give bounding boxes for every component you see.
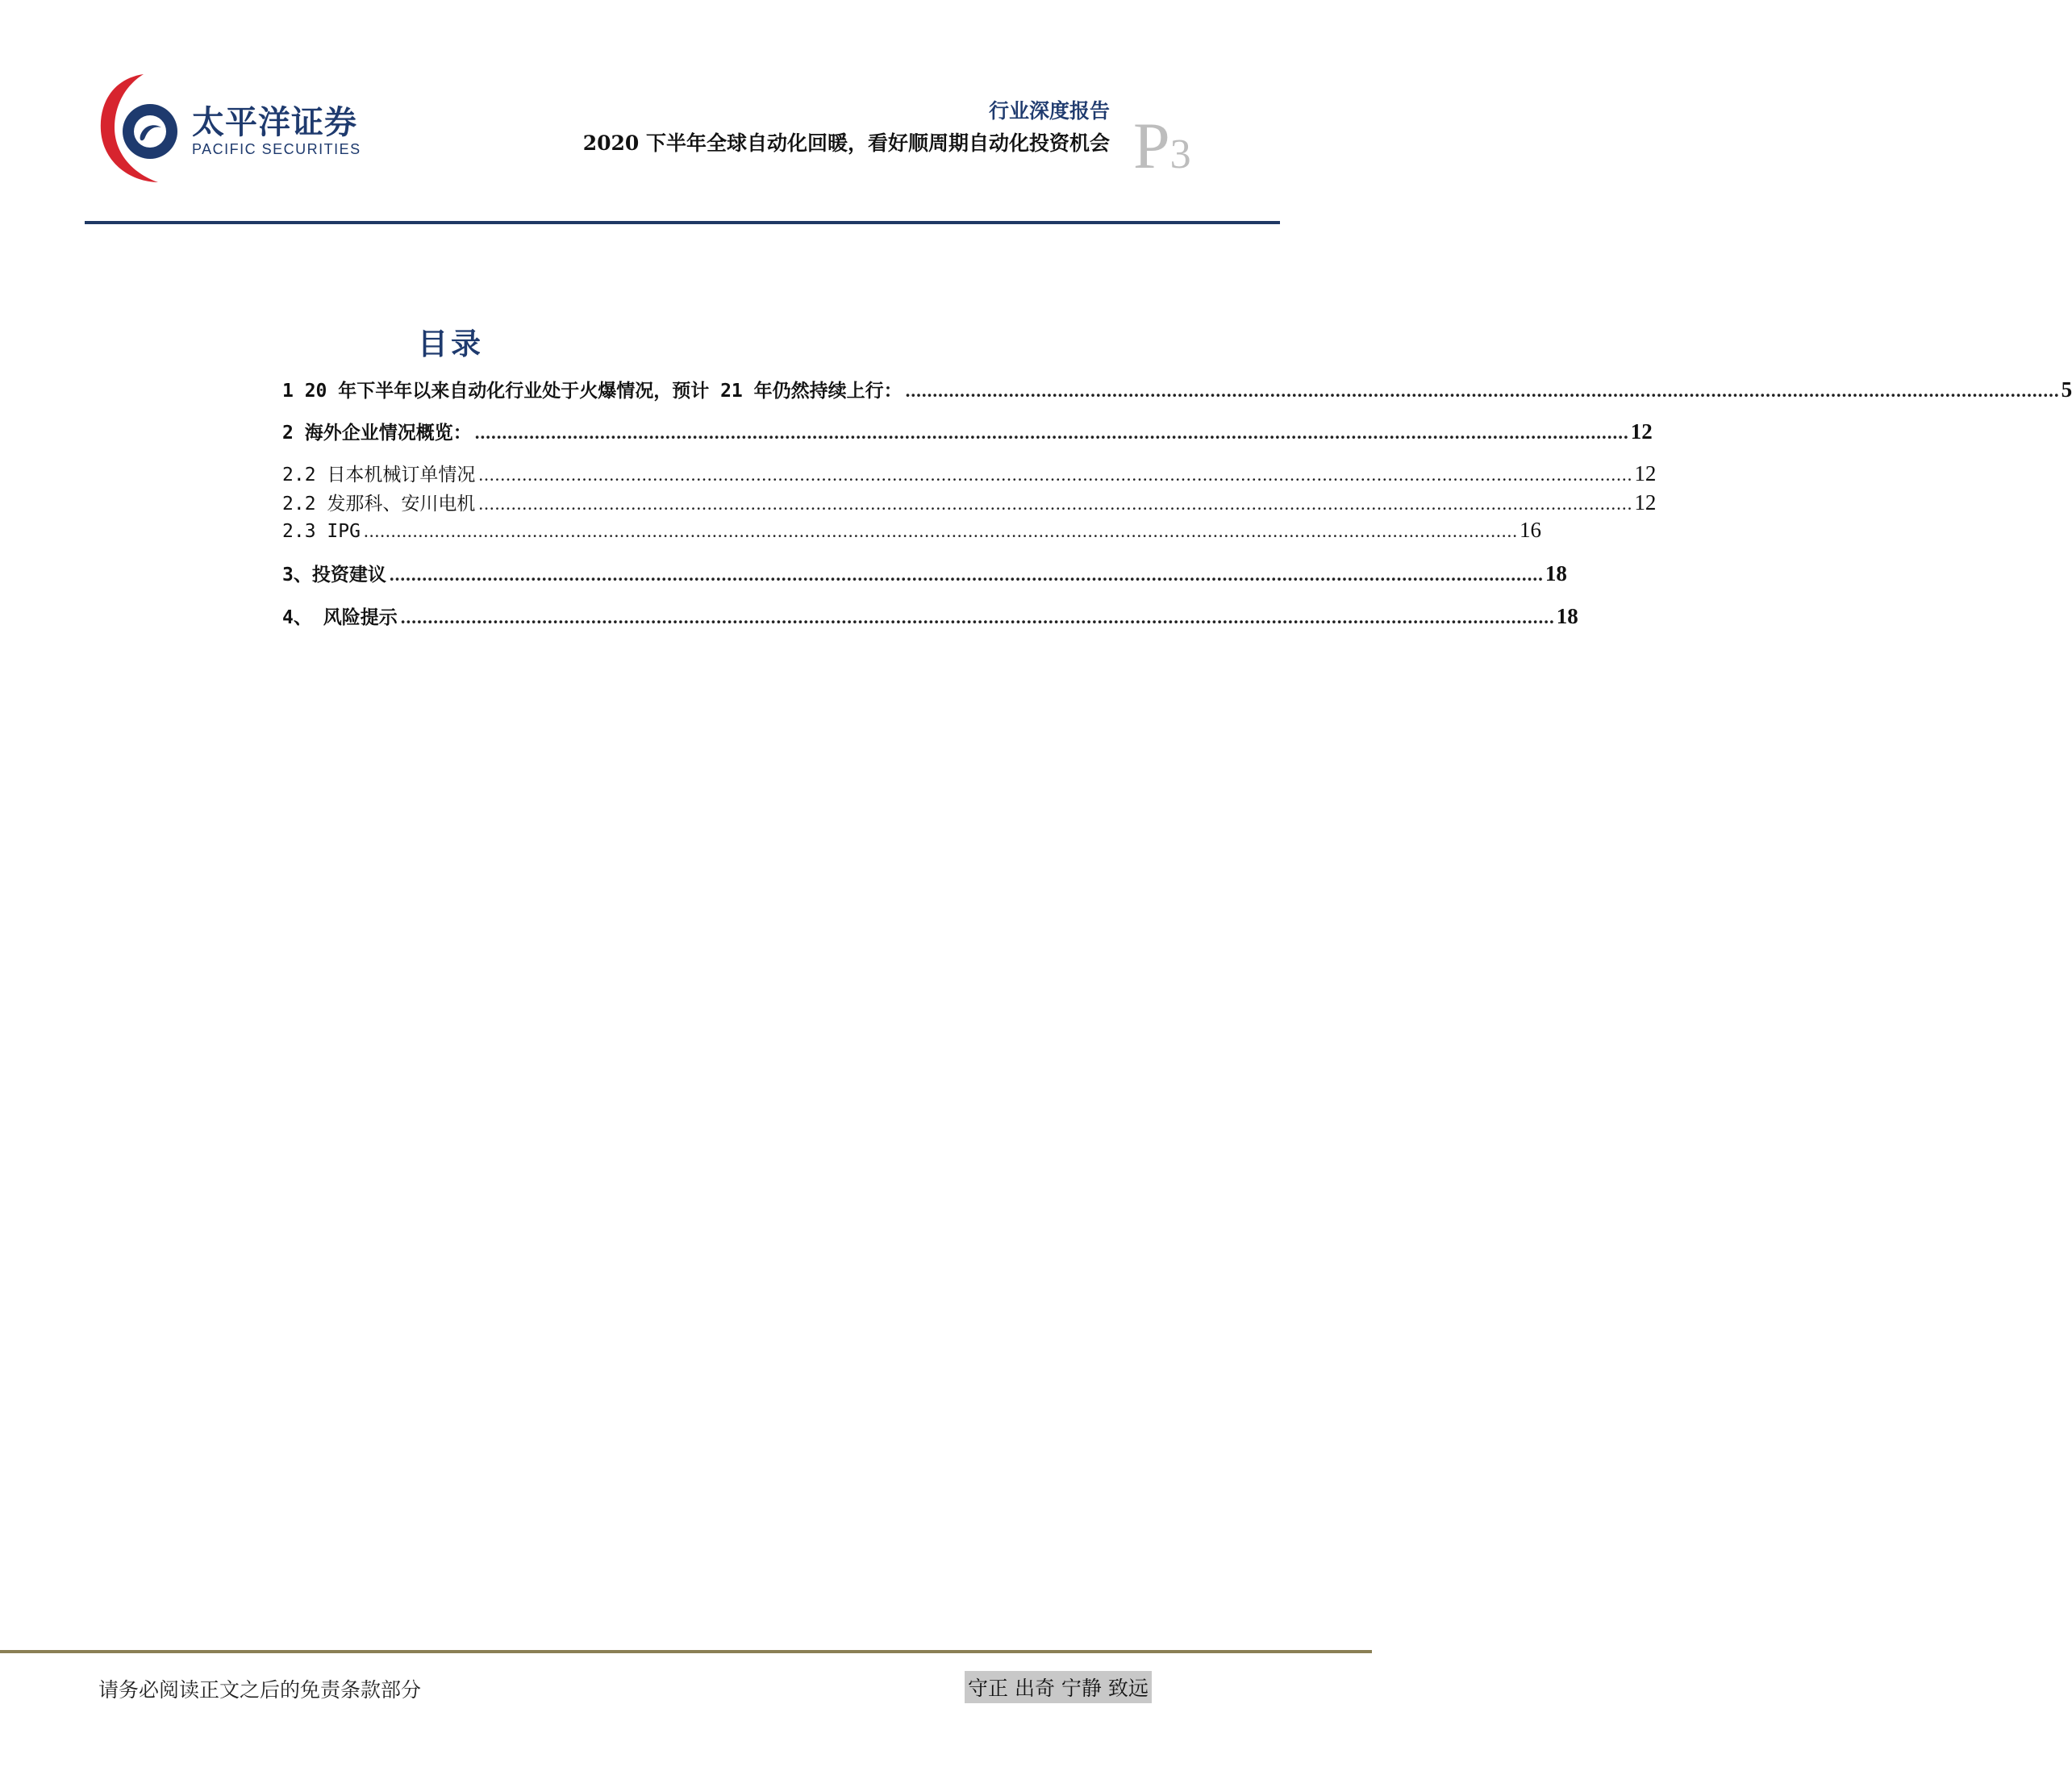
company-logo [95,73,361,185]
toc-entry-page: 12 [1630,419,1653,444]
toc-entry-page: 5 [2061,377,2072,402]
toc-entry-label: 2.3 IPG [282,521,361,542]
toc-title: 目录 [418,326,484,361]
toc-entry-label: 2.2 日本机械订单情况 [282,465,476,485]
toc-leader-dots: .................................................................................................................................................................................................................... [478,494,1633,514]
page-number-letter: P [1133,109,1170,182]
page-number-digit: 3 [1169,131,1191,177]
logo-emblem-icon [95,73,184,185]
header-divider [85,221,1280,224]
report-title: 2020 下半年全球自动化回暖，看好顺周期自动化投资机会 [582,131,1110,155]
page-number [1133,109,1191,182]
toc-entry[interactable] [282,376,2072,402]
toc-entry[interactable] [282,602,1578,629]
footer-divider [0,1650,1372,1653]
toc-entry-page: 18 [1556,604,1578,628]
toc-entry[interactable] [282,418,1653,444]
footer-motto: 守正 出奇 宁静 致远 [965,1671,1152,1703]
report-type: 行业深度报告 [988,99,1110,123]
toc-entry-page: 12 [1634,490,1657,515]
toc-leader-dots: .................................................................................................................................................................................................................... [400,607,1555,627]
toc-entry-label: 2 海外企业情况概览： [282,423,472,444]
toc-entry[interactable] [282,489,1657,515]
toc-leader-dots: .................................................................................................................................................................................................................... [389,565,1544,585]
toc-leader-dots: .................................................................................................................................................................................................................... [474,423,1629,443]
toc-entry-label: 2.2 发那科、安川电机 [282,494,476,515]
toc-entry-label: 1 20 年下半年以来自动化行业处于火爆情况，预计 21 年仍然持续上行： [282,381,903,402]
toc-entry-label: 4、 风险提示 [282,607,398,628]
toc-entry-page: 12 [1634,461,1657,485]
toc-entry[interactable] [282,560,1567,586]
toc-leader-dots: .................................................................................................................................................................................................................... [905,381,2060,401]
toc-leader-dots: .................................................................................................................................................................................................................... [478,465,1633,485]
toc-entry[interactable] [282,460,1657,486]
toc-entry-label: 3、投资建议 [282,565,386,585]
toc-leader-dots: .................................................................................................................................................................................................................... [363,521,1518,541]
toc-entry-page: 16 [1519,518,1541,542]
logo-text-cn: 太平洋证券 [192,104,357,141]
toc-entry[interactable] [282,518,1541,543]
footer-disclaimer: 请务必阅读正文之后的免责条款部分 [98,1678,422,1702]
toc-entry-page: 18 [1545,561,1567,585]
logo-text-en: PACIFIC SECURITIES [192,141,361,157]
